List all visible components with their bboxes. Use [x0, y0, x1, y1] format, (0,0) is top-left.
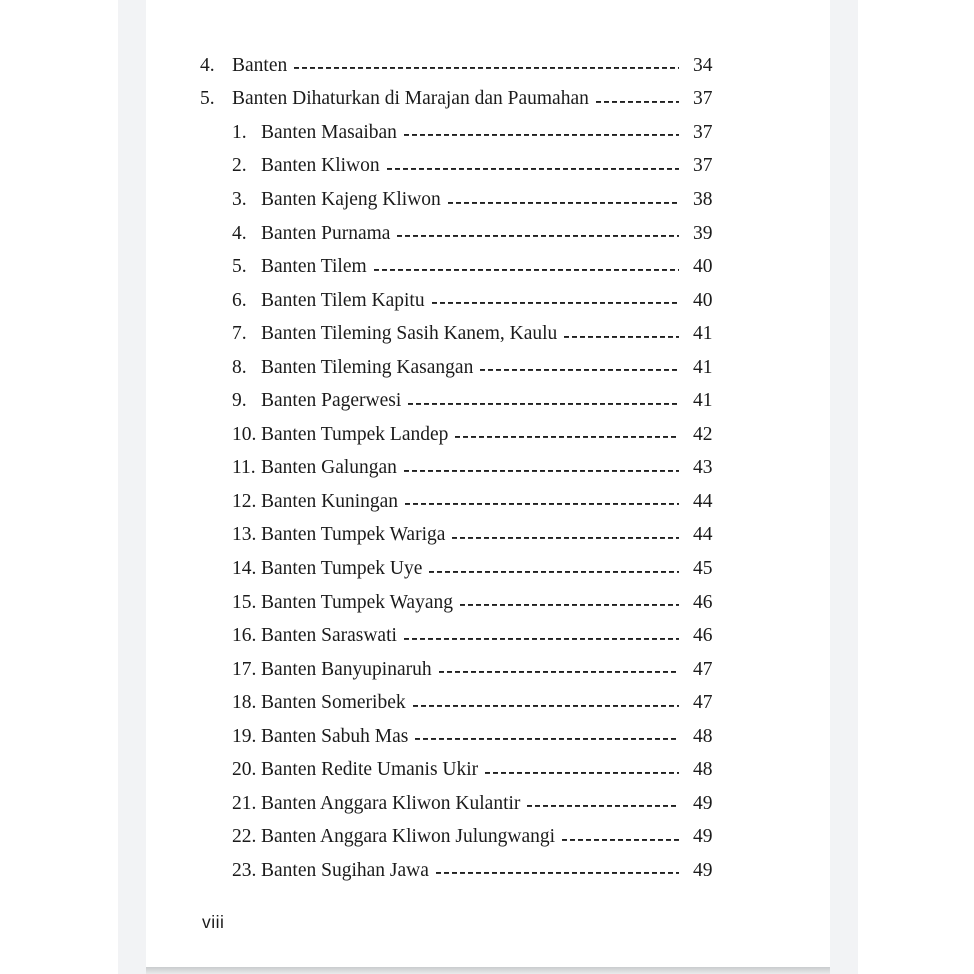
book-page: [146, 0, 830, 967]
entry-page-number: 48: [693, 759, 713, 781]
dash-leader: [415, 720, 679, 754]
entry-label: Banten Anggara Kliwon Kulantir: [261, 792, 521, 814]
toc-row: [200, 821, 717, 855]
entry-page-number: 39: [693, 222, 713, 244]
dash-leader: [374, 250, 679, 284]
toc-row: [200, 787, 717, 821]
toc-row: [200, 217, 717, 251]
entry-label: Banten Anggara Kliwon Julungwangi: [261, 826, 556, 848]
toc-row: [200, 653, 717, 687]
entry-number: 4.: [232, 222, 247, 244]
entry-label: Banten Kuningan: [261, 490, 399, 512]
toc-row: [200, 384, 717, 418]
dash-leader: [404, 452, 679, 486]
dash-leader: [485, 753, 679, 787]
toc-row: [200, 183, 717, 217]
entry-number: 3.: [232, 188, 247, 210]
dash-leader: [294, 49, 679, 83]
entry-page-number: 44: [693, 524, 713, 546]
entry-number: 10.: [232, 423, 257, 445]
entry-page-number: 40: [693, 256, 713, 278]
dash-leader: [596, 83, 679, 117]
photo-edge-right: [830, 0, 858, 974]
dash-leader: [562, 821, 679, 855]
entry-label: Banten Someribek: [261, 692, 406, 714]
entry-number: 18.: [232, 692, 257, 714]
entry-label: Banten Tilem Kapitu: [261, 289, 425, 311]
dash-leader: [387, 150, 679, 184]
photo-edge-left: [118, 0, 146, 974]
toc-row: [200, 150, 717, 184]
entry-page-number: 41: [693, 356, 713, 378]
entry-number: 2.: [232, 155, 247, 177]
entry-number: 13.: [232, 524, 257, 546]
entry-number: 19.: [232, 725, 257, 747]
toc-row: [200, 552, 717, 586]
dash-leader: [404, 116, 679, 150]
dash-leader: [460, 586, 679, 620]
entry-number: 4.: [200, 54, 215, 76]
entry-label: Banten Tilem: [261, 256, 367, 278]
toc-row: [200, 485, 717, 519]
entry-number: 20.: [232, 759, 257, 781]
entry-label: Banten Tumpek Landep: [261, 423, 449, 445]
toc-row: [200, 720, 717, 754]
toc-row: [200, 519, 717, 553]
toc-row: [200, 351, 717, 385]
entry-page-number: 42: [693, 423, 713, 445]
entry-page-number: 45: [693, 557, 713, 579]
entry-label: Banten Tumpek Wayang: [261, 591, 453, 613]
entry-page-number: 49: [693, 826, 713, 848]
entry-number: 5.: [232, 256, 247, 278]
entry-label: Banten Dihaturkan di Marajan dan Paumahan: [232, 88, 589, 110]
toc-row: [200, 854, 717, 888]
dash-leader: [413, 686, 679, 720]
entry-label: Banten Saraswati: [261, 625, 397, 647]
entry-number: 7.: [232, 323, 247, 345]
toc-row: [200, 418, 717, 452]
dash-leader: [397, 217, 679, 251]
entry-label: Banten Tumpek Wariga: [261, 524, 446, 546]
dash-leader: [448, 183, 679, 217]
dash-leader: [480, 351, 679, 385]
page-bottom-shadow: [146, 967, 830, 974]
toc-row: [200, 49, 717, 83]
entry-number: 23.: [232, 859, 257, 881]
table-of-contents: [200, 49, 717, 888]
toc-row: [200, 753, 717, 787]
dash-leader: [405, 485, 679, 519]
entry-number: 15.: [232, 591, 257, 613]
entry-page-number: 41: [693, 323, 713, 345]
dash-leader: [564, 317, 679, 351]
entry-number: 8.: [232, 356, 247, 378]
entry-number: 21.: [232, 792, 257, 814]
entry-page-number: 49: [693, 859, 713, 881]
entry-page-number: 44: [693, 490, 713, 512]
dash-leader: [527, 787, 679, 821]
entry-number: 14.: [232, 557, 257, 579]
entry-label: Banten Kajeng Kliwon: [261, 188, 441, 210]
entry-page-number: 46: [693, 625, 713, 647]
entry-label: Banten Masaiban: [261, 121, 397, 143]
entry-label: Banten Redite Umanis Ukir: [261, 759, 479, 781]
dash-leader: [452, 519, 679, 553]
entry-page-number: 38: [693, 188, 713, 210]
entry-page-number: 47: [693, 658, 713, 680]
entry-label: Banten Tileming Kasangan: [261, 356, 474, 378]
entry-number: 22.: [232, 826, 257, 848]
dash-leader: [439, 653, 679, 687]
dash-leader: [432, 284, 679, 318]
entry-label: Banten Kliwon: [261, 155, 380, 177]
dash-leader: [408, 384, 679, 418]
entry-page-number: 40: [693, 289, 713, 311]
entry-label: Banten Tumpek Uye: [261, 557, 423, 579]
dash-leader: [404, 619, 679, 653]
entry-number: 1.: [232, 121, 247, 143]
entry-label: Banten Galungan: [261, 457, 397, 479]
toc-row: [200, 284, 717, 318]
entry-page-number: 37: [693, 88, 713, 110]
toc-row: [200, 250, 717, 284]
entry-label: Banten Pagerwesi: [261, 390, 402, 412]
page-number-footer: viii: [202, 912, 225, 932]
entry-page-number: 47: [693, 692, 713, 714]
entry-number: 9.: [232, 390, 247, 412]
entry-label: Banten Tileming Sasih Kanem, Kaulu: [261, 323, 558, 345]
toc-row: [200, 83, 717, 117]
toc-row: [200, 116, 717, 150]
entry-label: Banten Banyupinaruh: [261, 658, 432, 680]
dash-leader: [455, 418, 679, 452]
toc-row: [200, 686, 717, 720]
entry-page-number: 43: [693, 457, 713, 479]
entry-number: 6.: [232, 289, 247, 311]
entry-label: Banten: [232, 54, 288, 76]
entry-page-number: 37: [693, 155, 713, 177]
entry-page-number: 41: [693, 390, 713, 412]
entry-page-number: 46: [693, 591, 713, 613]
entry-number: 12.: [232, 490, 257, 512]
entry-number: 16.: [232, 625, 257, 647]
toc-row: [200, 586, 717, 620]
toc-row: [200, 452, 717, 486]
entry-page-number: 49: [693, 792, 713, 814]
dash-leader: [429, 552, 679, 586]
entry-number: 11.: [232, 457, 256, 479]
entry-page-number: 34: [693, 54, 713, 76]
entry-page-number: 37: [693, 121, 713, 143]
entry-label: Banten Sabuh Mas: [261, 725, 409, 747]
entry-page-number: 48: [693, 725, 713, 747]
toc-row: [200, 317, 717, 351]
entry-label: Banten Sugihan Jawa: [261, 859, 429, 881]
entry-label: Banten Purnama: [261, 222, 391, 244]
dash-leader: [436, 854, 679, 888]
entry-number: 5.: [200, 88, 215, 110]
entry-number: 17.: [232, 658, 257, 680]
toc-row: [200, 619, 717, 653]
